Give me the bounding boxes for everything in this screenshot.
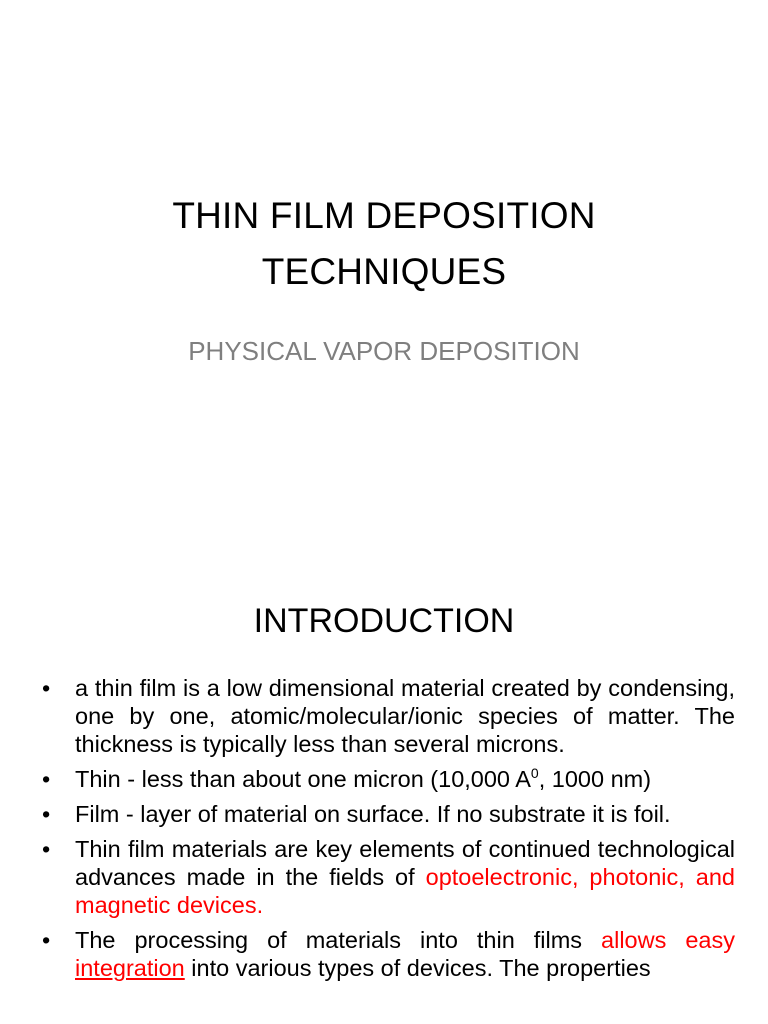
bullet-text-end: into various types of devices. The properties [184,955,651,981]
bullet-text: a thin film is a low dimensional material created by condensing, one by one, atomic/molecular/ionic species of matter. The thickness is typically less than several microns. [75,675,735,757]
highlighted-text: optoelectronic, photonic, and magnetic devices. [75,864,735,918]
bullet-item [40,800,735,828]
highlighted-text: allows easy [601,927,735,953]
bullet-text: Film - layer of material on surface. If no substrate it is foil. [75,801,671,827]
introduction-slide [0,576,768,1024]
highlighted-underlined-text: integration [75,955,185,981]
bullet-item [40,674,735,758]
bullet-marker: • [42,801,51,827]
bullet-text-end: , 1000 nm) [538,766,652,792]
section-heading: INTRODUCTION [253,602,515,640]
bullet-list [40,674,735,989]
bullet-marker: • [42,766,51,792]
slide-title [0,188,768,300]
bullet-item [40,926,735,982]
superscript-zero: 0 [530,765,539,782]
bullet-item [40,765,735,793]
bullet-text: Thin - less than about one micron (10,000 A [75,766,531,792]
bullet-marker: • [42,836,51,862]
bullet-item [40,835,735,919]
bullet-text: Thin film materials are key elements of continued technological advances made in the fields of [75,836,735,890]
title-line-2: TECHNIQUES [261,251,507,292]
slide-subtitle: PHYSICAL VAPOR DEPOSITION [188,336,580,366]
bullet-marker: • [42,675,51,701]
bullet-marker: • [42,927,51,953]
title-line-1: THIN FILM DEPOSITION [172,195,596,236]
bullet-text: The processing of materials into thin films [75,927,602,953]
